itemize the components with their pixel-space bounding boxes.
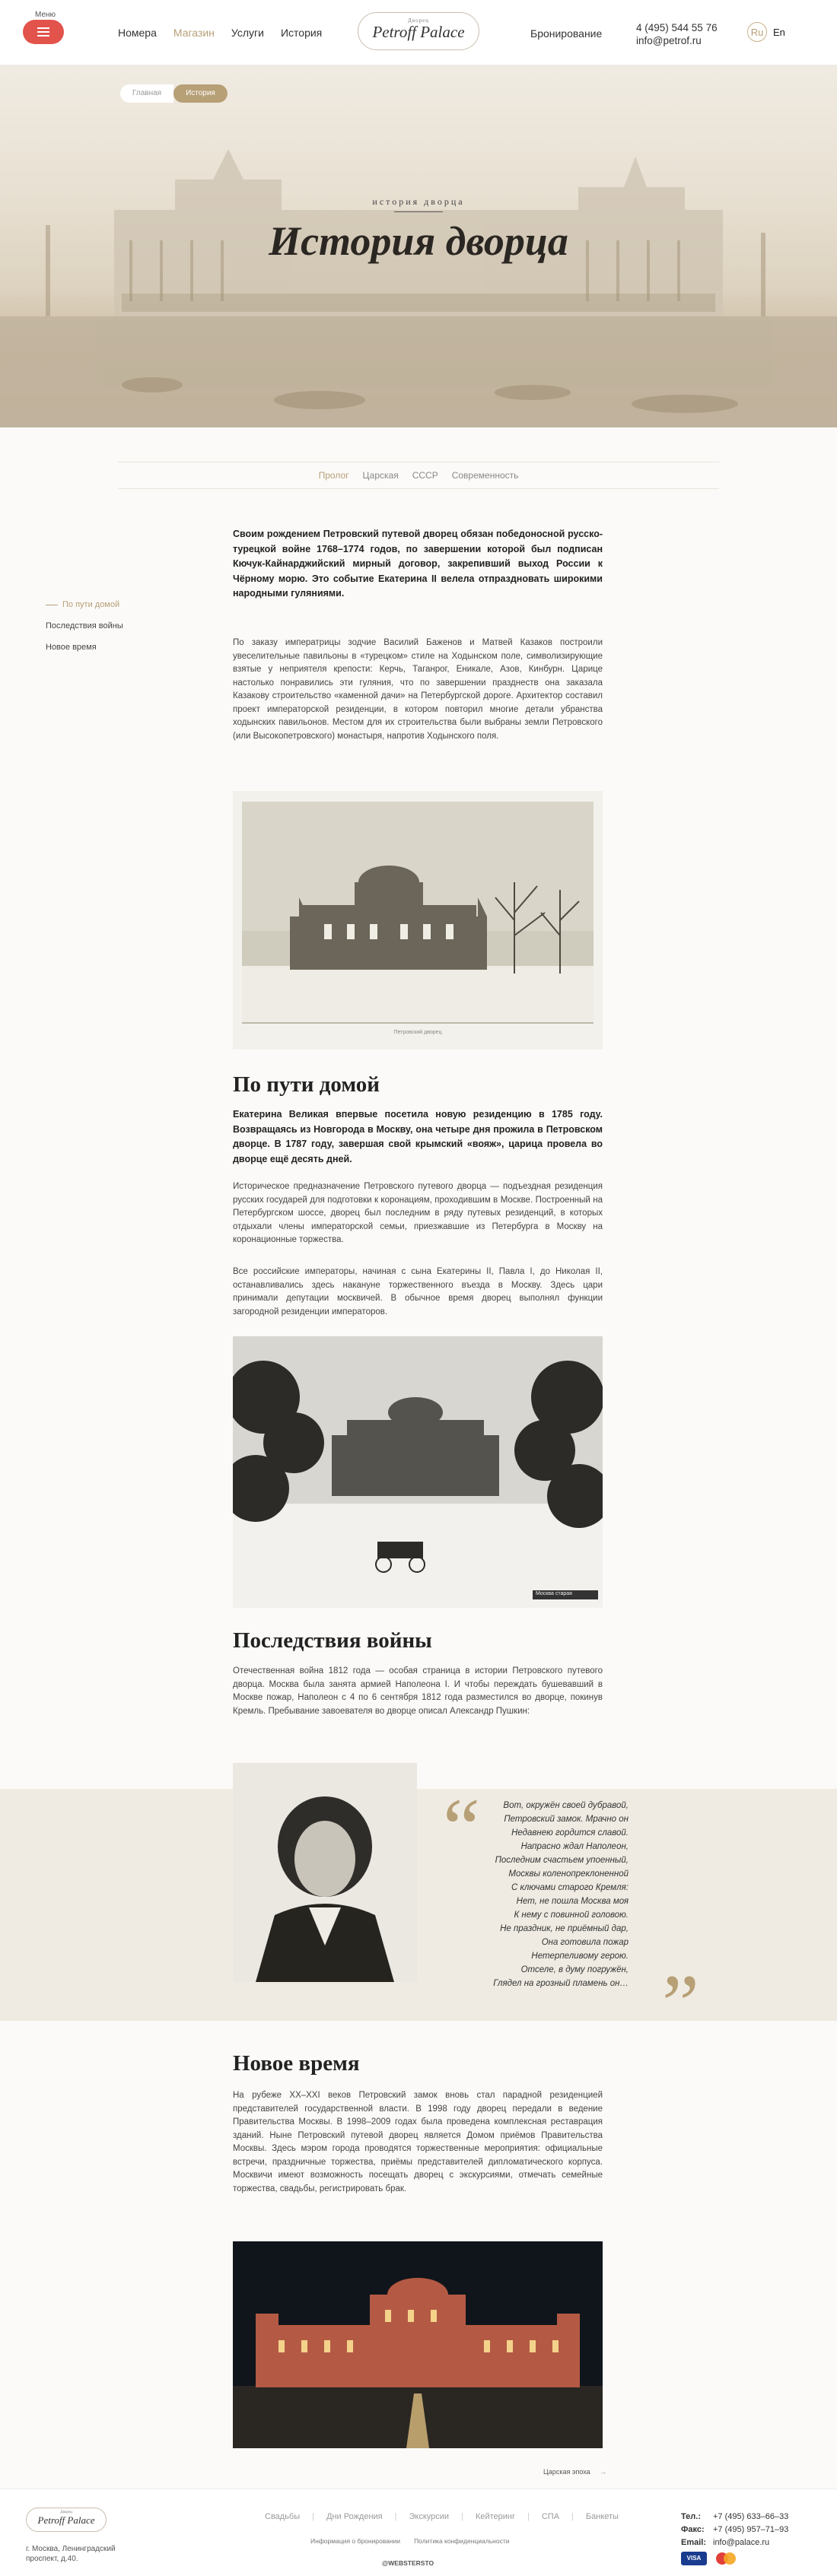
intro-lead: Своим рождением Петровский путевой дворец обязан победоносной русско-турецкой войне 1768–1774 годов, по завершении которой был подписан Кючук-Кайнарджийский мирный договор, закрепивший выход России к Чёрному морю. Это событие Екатерина II велела отпраздновать широкими народными гуляниями. (233, 529, 603, 599)
footer-nav-birthdays[interactable]: | Дни Рождения (312, 2512, 383, 2521)
page-title: История дворца (269, 218, 568, 264)
palace-sketch-drawing (233, 1336, 603, 1608)
breadcrumb-home[interactable]: Главная (120, 84, 173, 103)
lang-en[interactable]: En (773, 26, 785, 38)
nav-item-history[interactable]: История (280, 27, 323, 39)
footer-fax-label: Факс: (681, 2525, 705, 2534)
header-email[interactable]: info@petrof.ru (636, 35, 702, 46)
poem-line: Недавнею гордится славой. (511, 1828, 629, 1838)
footer-nav-catering[interactable]: | Кейтеринг (461, 2512, 515, 2521)
mastercard-icon (712, 2552, 740, 2565)
poem-line: Отселе, в думу погружён, (520, 1965, 629, 1974)
logo[interactable] (358, 12, 479, 50)
footer-nav-tours[interactable]: | Экскурсии (395, 2512, 449, 2521)
nav-item-rooms[interactable]: Номера (118, 27, 157, 39)
footer-nav (265, 2512, 619, 2521)
footer-links (310, 2537, 509, 2545)
main-nav (118, 27, 322, 39)
logo-text: Petroff Palace (372, 23, 465, 41)
language-switcher (747, 22, 785, 42)
logo-small-text: Дворец (408, 17, 429, 24)
tab-tsarist[interactable]: Царская (362, 470, 399, 481)
intro-lead-block (233, 527, 603, 602)
lang-ru[interactable]: Ru (747, 22, 767, 42)
visa-icon (681, 2552, 707, 2565)
poem-line: Нетерпеливому герою. (531, 1952, 629, 1961)
footer-email-label: Email: (681, 2538, 707, 2547)
poem-line: Напрасно ждал Наполеон, (520, 1842, 629, 1851)
poem-line: Петровский замок. Мрачно он (504, 1815, 629, 1824)
poem-line: Глядел на грозный пламень он… (493, 1979, 629, 1988)
hero-banner (0, 65, 837, 427)
section-modern-title: Новое время (233, 2051, 360, 2076)
section-war-para-block (233, 1665, 603, 1718)
palace-engraving-drawing (233, 791, 603, 1050)
intro-paragraph: По заказу императрицы зодчие Василий Баженов и Матвей Казаков построили увеселительные павильоны в «турецком» стиле на Ходынском поле, символизирующие взятые у неприятеля крепости: Керчь, Таганрог, Еникале, Азов, Кинбурн. Царице настолько понравились эти гуляния, что по завершении празднеств она заказала Казакову строительство «каменной дачи» на Петербургской дороге. Архитектор составил проект императорской резиденции, в котором повторил многие детали убранства ходынских павильонов. Местом для их строительства были выбраны земли Петровского (или Высокопетровского) монастыря, напротив Ходынского поля. (233, 638, 603, 741)
section-war-title: Последствия войны (233, 1628, 432, 1653)
footer-logo-small: Дворец (60, 2511, 72, 2514)
side-nav-modern[interactable]: Новое время (46, 643, 97, 652)
footer-booking-info-link[interactable]: Информация о бронировании (310, 2537, 401, 2545)
poem-line: С ключами старого Кремля: (511, 1883, 629, 1892)
breadcrumb (120, 84, 228, 103)
footer-contacts (681, 2511, 788, 2549)
footer-phone[interactable]: +7 (495) 633–66–33 (713, 2512, 789, 2521)
side-nav-war[interactable]: Последствия войны (46, 621, 123, 631)
section-home-para1-block (233, 1180, 603, 1247)
footer-privacy-link[interactable]: Политика конфиденциальности (414, 2537, 510, 2545)
hero-subtitle: история дворца (372, 196, 465, 207)
section-home-title: По пути домой (233, 1072, 380, 1097)
footer-nav-spa[interactable]: | СПА (527, 2512, 559, 2521)
footer (0, 2489, 837, 2576)
section-modern-para-block (233, 2089, 603, 2196)
mastercard-drawing (712, 2552, 740, 2565)
header-phone[interactable]: 4 (495) 544 55 76 (636, 22, 718, 33)
poem-line: К нему с повинной головою. (514, 1911, 629, 1920)
intro-para-block (233, 637, 603, 743)
section-war-paragraph: Отечественная война 1812 года — особая страница в истории Петровского путевого дворца. Москва была занята армией Наполеона I. И чтобы переждать бушевавший в Москве пожар, Наполеон с 4 по 6 сентября 1812 года разместился во дворце, покинув Кремль. Пребывание завоевателя во дворце описал Александр Пушкин: (233, 1666, 603, 1716)
tab-ussr[interactable]: СССР (412, 470, 438, 481)
pushkin-portrait (233, 1763, 417, 1982)
poem-line: Последним счастьем упоенный, (495, 1856, 629, 1865)
nav-item-services[interactable]: Услуги (231, 27, 264, 39)
next-era-link[interactable] (543, 2468, 606, 2476)
palace-night-drawing (233, 2241, 603, 2448)
footer-nav-weddings[interactable]: Свадьбы (265, 2512, 301, 2521)
quote-close-icon: ” (662, 1958, 699, 2050)
engraving-caption: Петровский дворец (393, 1030, 442, 1035)
section-home-para2-block (233, 1266, 603, 1319)
section-side-nav (46, 599, 123, 662)
quote-band (0, 1789, 837, 2021)
section-home-para1: Историческое предназначение Петровского путевого дворца — подъездная резиденция русских государей для подготовки к коронациям, проходившим в Москве. Построенный на Петербургском шоссе, дворец был последним в ряду путевых резиденций, в которых отдыхали члены императорской семьи, приезжавшие из Петербурга в Москву на коронационные торжества. (233, 1182, 603, 1244)
nav-item-shop[interactable]: Магазин (173, 27, 215, 39)
footer-email-row (681, 2536, 788, 2549)
booking-link[interactable]: Бронирование (530, 27, 603, 40)
pushkin-poem (434, 1799, 629, 1990)
breadcrumb-current: История (173, 84, 228, 103)
visa-label: VISA (686, 2555, 702, 2562)
hero-divider (394, 211, 443, 212)
section-modern-paragraph: На рубеже XX–XXI веков Петровский замок вновь стал парадной резиденцией представителей государственной власти. В 1998 году дворец передали в ведение Правительства Москвы. В 1998–2009 годах была проведена комплексная реставрация зданий. Ныне Петровский путевой дворец является Домом приёмов Правительства Москвы. Здесь мэром города проводятся торжественные мероприятия: официальные встречи, праздничные торжества, приёмы представителей дипломатического корпуса. Москвичи имеют возможность посещать дворец с экскурсиями, отмечать семейные торжества, свадьбы, регистрировать брак. (233, 2091, 603, 2193)
footer-address: г. Москва, Ленинградский проспект, д.40. (26, 2545, 116, 2563)
footer-fax[interactable]: +7 (495) 957–71–93 (713, 2525, 789, 2534)
palace-night-photo (233, 2241, 603, 2448)
poem-line: Вот, окружён своей дубравой, (503, 1801, 629, 1810)
era-tabs (118, 462, 719, 489)
tab-prologue[interactable]: Пролог (318, 470, 349, 481)
section-home-para2: Все российские императоры, начиная с сына Екатерины II, Павла I, до Николая II, останавливались здесь накануне торжественного въезда в Москву. Здесь цари принимали депутации москвичей. В обычное время дворец выполнял функции загородной резиденции императоров. (233, 1267, 603, 1317)
footer-logo-text: Petroff Palace (37, 2514, 95, 2526)
section-home-lead: Екатерина Великая впервые посетила новую резиденцию в 1785 году. Возвращаясь из Новгорода в Москву, она четыре дня прожила в Петровском дворце. В 1787 году, завершая свой крымский «вояж», царица провела во дворце ещё десять дней. (233, 1109, 603, 1164)
side-nav-home[interactable]: По пути домой (46, 599, 123, 620)
footer-fax-row (681, 2524, 788, 2536)
sketch-watermark: Москва старая (536, 1591, 572, 1596)
header-contacts (636, 21, 718, 47)
footer-phone-row (681, 2511, 788, 2524)
footer-logo[interactable] (26, 2508, 107, 2532)
tab-modern[interactable]: Современность (451, 470, 519, 481)
poem-line: Нет, не пошла Москва моя (516, 1897, 629, 1906)
palace-sketch-image (233, 1336, 603, 1608)
poem-line: Не праздник, не приёмный дар, (500, 1924, 629, 1933)
menu-button[interactable] (23, 20, 64, 44)
menu-label: Меню (35, 11, 56, 19)
header (0, 0, 837, 65)
poem-line: Она готовила пожар (541, 1938, 629, 1947)
footer-developer[interactable]: @WEBSTERSTO (382, 2559, 434, 2567)
footer-email[interactable]: info@palace.ru (713, 2538, 770, 2547)
pushkin-portrait-drawing (233, 1763, 417, 1982)
arrow-right-icon: → (600, 2468, 607, 2476)
footer-phone-label: Тел.: (681, 2512, 701, 2521)
hamburger-icon (37, 27, 49, 37)
next-era-label: Царская эпоха (543, 2468, 590, 2476)
quote-open-icon: “ (443, 1781, 480, 1874)
palace-engraving-image (233, 791, 603, 1050)
poem-line: Москвы коленопреклоненной (508, 1869, 629, 1879)
footer-nav-banquets[interactable]: | Банкеты (571, 2512, 619, 2521)
section-home-lead-block (233, 1107, 603, 1167)
